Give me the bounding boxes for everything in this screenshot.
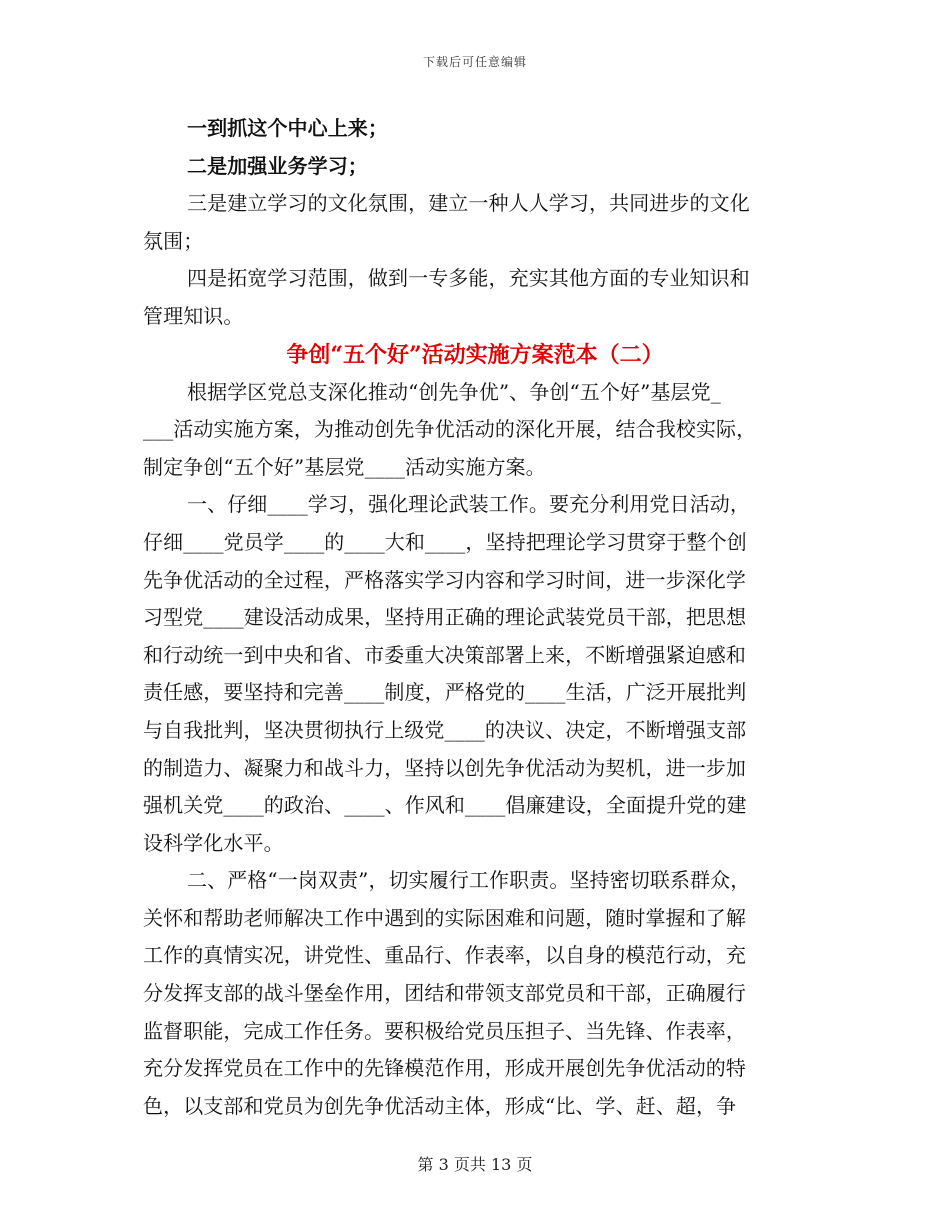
intro-paragraph-line-3: 制定争创“五个好”基层党____活动实施方案。 <box>143 454 546 479</box>
list-item-4: 四是拓宽学习范围，做到一专多能，充实其他方面的专业知识和 <box>187 266 750 291</box>
section-one-line-7: 与自我批判，坚决贯彻执行上级党____的决议、决定，不断增强支部 <box>143 717 747 742</box>
list-item-1: 一到抓这个中心上来； <box>187 116 388 140</box>
section-two-line-6: 充分发挥党员在工作中的先锋模范作用，形成开展创先争优活动的特 <box>143 1056 746 1081</box>
list-item-3-cont: 氛围； <box>143 228 204 253</box>
section-two-line-5: 监督职能，完成工作任务。要积极给党员压担子、当先锋、作表率， <box>143 1018 746 1043</box>
section-one-line-8: 的制造力、凝聚力和战斗力，坚持以创先争优活动为契机，进一步加 <box>143 755 746 780</box>
list-item-3: 三是建立学习的文化氛围，建立一种人人学习，共同进步的文化 <box>187 191 750 216</box>
section-two-line-3: 工作的真情实况，讲党性、重品行、作表率，以自身的模范行动，充 <box>143 943 746 968</box>
section-two-line-4: 分发挥支部的战斗堡垒作用，团结和带领支部党员和干部，正确履行 <box>143 981 746 1006</box>
section-title: 争创“五个好”活动实施方案范本（二） <box>286 341 664 368</box>
intro-paragraph-line-1: 根据学区党总支深化推动“创先争优”、争创“五个好”基层党_ <box>187 379 721 404</box>
section-two-line-1: 二、严格“一岗双责”，切实履行工作职责。坚持密切联系群众， <box>187 868 751 893</box>
section-two-line-2: 关怀和帮助老师解决工作中遇到的实际困难和问题，随时掌握和了解 <box>143 905 746 930</box>
list-item-4-cont: 管理知识。 <box>143 303 244 328</box>
section-one-line-6: 责任感，要坚持和完善____制度，严格党的____生活，广泛开展批判 <box>143 680 747 705</box>
section-one-line-1: 一、仔细____学习，强化理论武装工作。要充分利用党日活动， <box>187 492 750 517</box>
section-one-line-5: 和行动统一到中央和省、市委重大决策部署上来，不断增强紧迫感和 <box>143 642 746 667</box>
intro-paragraph-line-2: ___活动实施方案，为推动创先争优活动的深化开展，结合我校实际， <box>143 417 757 442</box>
page-number: 第 3 页共 13 页 <box>417 1155 533 1174</box>
document-body <box>143 110 807 1125</box>
list-item-2: 二是加强业务学习； <box>187 153 368 178</box>
header-note: 下载后可任意编辑 <box>422 55 527 69</box>
section-one-line-3: 先争优活动的全过程，严格落实学习内容和学习时间，进一步深化学 <box>143 567 746 592</box>
section-one-line-10: 设科学化水平。 <box>143 830 284 855</box>
section-one-line-4: 习型党____建设活动成果，坚持用正确的理论武装党员干部，把思想 <box>143 605 747 630</box>
section-one-line-9: 强机关党____的政治、____、作风和____倡廉建设，全面提升党的建 <box>143 793 747 818</box>
section-two-line-7: 色，以支部和党员为创先争优活动主体，形成“比、学、赶、超，争 <box>143 1093 737 1118</box>
section-one-line-2: 仔细____党员学____的____大和____，坚持把理论学习贯穿于整个创 <box>143 529 747 554</box>
